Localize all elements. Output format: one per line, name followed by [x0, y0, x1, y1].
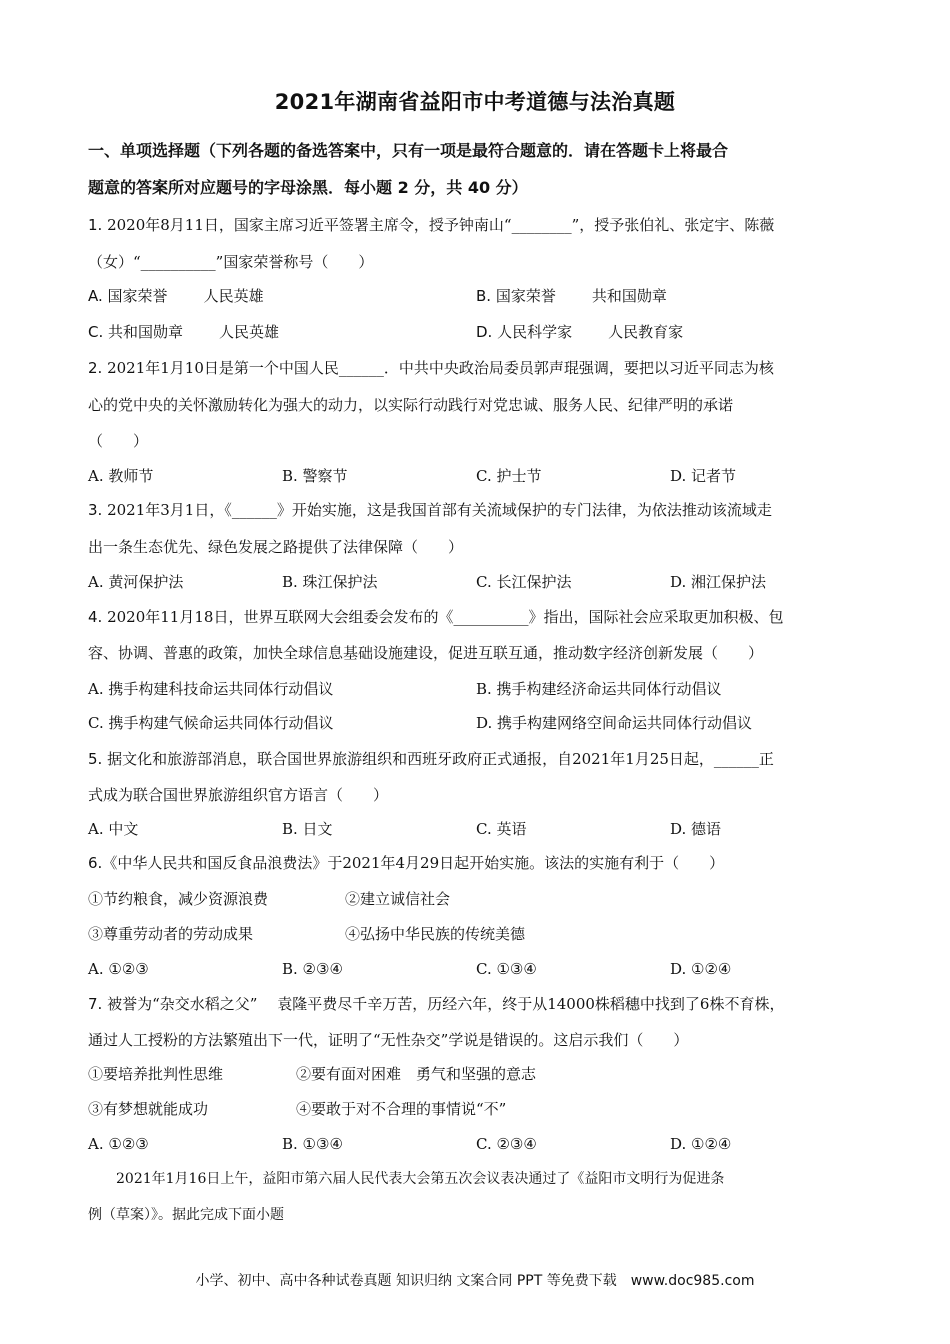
q2-option-b: B. 警察节 — [282, 467, 348, 485]
q7-option-b: B. ①③④ — [282, 1135, 343, 1153]
q6-option-b: B. ②③④ — [282, 960, 343, 978]
q2-option-a: A. 教师节 — [88, 467, 154, 485]
q3-option-a: A. 黄河保护法 — [88, 573, 184, 591]
q1-option-c: C. 共和国勋章 人民英雄 — [88, 323, 280, 341]
question-2-line-1: 2. 2021年1月10日是第一个中国人民______．中共中央政治局委员郭声琨强调，要把以习近平同志为核 — [88, 359, 774, 377]
material-passage-line-1: 2021年1月16日上午，益阳市第六届人民代表大会第五次会议表决通过了《益阳市文明行为促进条 — [88, 1171, 725, 1187]
question-7-line-2: 通过人工授粉的方法繁殖出下一代，证明了“无性杂交”学说是错误的。这启示我们（ ） — [88, 1031, 689, 1049]
section-heading-line-1: 一、单项选择题（下列各题的备选答案中，只有一项是最符合题意的．请在答题卡上将最合 — [88, 141, 729, 160]
q1-option-a: A. 国家荣誉 人民英雄 — [88, 287, 264, 305]
q7-statement-4: ④要敢于对不合理的事情说“不” — [296, 1100, 507, 1118]
q2-option-d: D. 记者节 — [670, 467, 737, 485]
question-2-line-3: （ ） — [88, 432, 149, 450]
question-2-line-2: 心的党中央的关怀激励转化为强大的动力，以实际行动践行对党忠诚、服务人民、纪律严明的承诺 — [88, 396, 734, 414]
q5-option-a: A. 中文 — [88, 820, 139, 838]
question-text: 2020年8月11日，国家主席习近平签署主席令，授予钟南山“________”，授予张伯礼、张定宇、陈薇 — [107, 216, 775, 234]
question-number: 1. — [88, 216, 103, 234]
q6-statement-1: ①节约粮食，减少资源浪费 — [88, 890, 269, 908]
q3-option-c: C. 长江保护法 — [476, 573, 572, 591]
q7-statement-1: ①要培养批判性思维 — [88, 1065, 224, 1083]
q1-option-b: B. 国家荣誉 共和国勋章 — [476, 287, 667, 305]
q4-option-a: A. 携手构建科技命运共同体行动倡议 — [88, 680, 334, 698]
footer-text: 小学、初中、高中各种试卷真题 知识归纳 文案合同 PPT 等免费下载 www.doc985.com — [195, 1273, 755, 1289]
q6-statement-4: ④弘扬中华民族的传统美德 — [345, 925, 526, 943]
q7-option-c: C. ②③④ — [476, 1135, 537, 1153]
question-1-line-1 — [88, 215, 774, 235]
section-heading-line-2: 题意的答案所对应题号的字母涂黑．每小题 2 分，共 40 分） — [88, 178, 528, 197]
question-5-line-2: 式成为联合国世界旅游组织官方语言（ ） — [88, 786, 389, 804]
question-3-line-1: 3. 2021年3月1日，《______》开始实施，这是我国首部有关流域保护的专门法律，为依法推动该流域走 — [88, 501, 772, 519]
q5-option-c: C. 英语 — [476, 820, 527, 838]
question-1-line-2: （女）“__________”国家荣誉称号（ ） — [88, 253, 374, 271]
q6-option-d: D. ①②④ — [670, 960, 732, 978]
q1-option-d: D. 人民科学家 人民教育家 — [476, 323, 684, 341]
q6-option-c: C. ①③④ — [476, 960, 537, 978]
q3-option-d: D. 湘江保护法 — [670, 573, 767, 591]
q4-option-b: B. 携手构建经济命运共同体行动倡议 — [476, 680, 722, 698]
q2-option-c: C. 护士节 — [476, 467, 542, 485]
question-3-line-2: 出一条生态优先、绿色发展之路提供了法律保障（ ） — [88, 538, 464, 556]
q5-option-d: D. 德语 — [670, 820, 722, 838]
question-7-line-1: 7. 被誉为“杂交水稻之父” 袁隆平费尽千辛万苦，历经六年，终于从14000株稻穗中找到了6株不育株， — [88, 995, 785, 1013]
q7-option-a: A. ①②③ — [88, 1135, 149, 1153]
q6-option-a: A. ①②③ — [88, 960, 149, 978]
page-title: 2021年湖南省益阳市中考道德与法治真题 — [274, 90, 676, 114]
question-6-line-1: 6.《中华人民共和国反食品浪费法》于2021年4月29日起开始实施。该法的实施有利于（ ） — [88, 854, 725, 872]
q6-statement-2: ②建立诚信社会 — [345, 890, 451, 908]
q5-option-b: B. 日文 — [282, 820, 333, 838]
question-4-line-2: 容、协调、普惠的政策，加快全球信息基础设施建设，促进互联互通，推动数字经济创新发展（ ） — [88, 644, 764, 662]
q6-statement-3: ③尊重劳动者的劳动成果 — [88, 925, 254, 943]
question-4-line-1: 4. 2020年11月18日，世界互联网大会组委会发布的《__________》指出，国际社会应采取更加积极、包 — [88, 608, 784, 626]
q7-statement-2: ②要有面对困难 勇气和坚强的意志 — [296, 1065, 537, 1083]
q4-option-c: C. 携手构建气候命运共同体行动倡议 — [88, 714, 334, 732]
q7-option-d: D. ①②④ — [670, 1135, 732, 1153]
q3-option-b: B. 珠江保护法 — [282, 573, 378, 591]
q7-statement-3: ③有梦想就能成功 — [88, 1100, 209, 1118]
question-5-line-1: 5. 据文化和旅游部消息，联合国世界旅游组织和西班牙政府正式通报，自2021年1月25日起，______正 — [88, 750, 774, 768]
q4-option-d: D. 携手构建网络空间命运共同体行动倡议 — [476, 714, 753, 732]
material-passage-line-2: 例（草案）》。据此完成下面小题 — [88, 1207, 284, 1223]
